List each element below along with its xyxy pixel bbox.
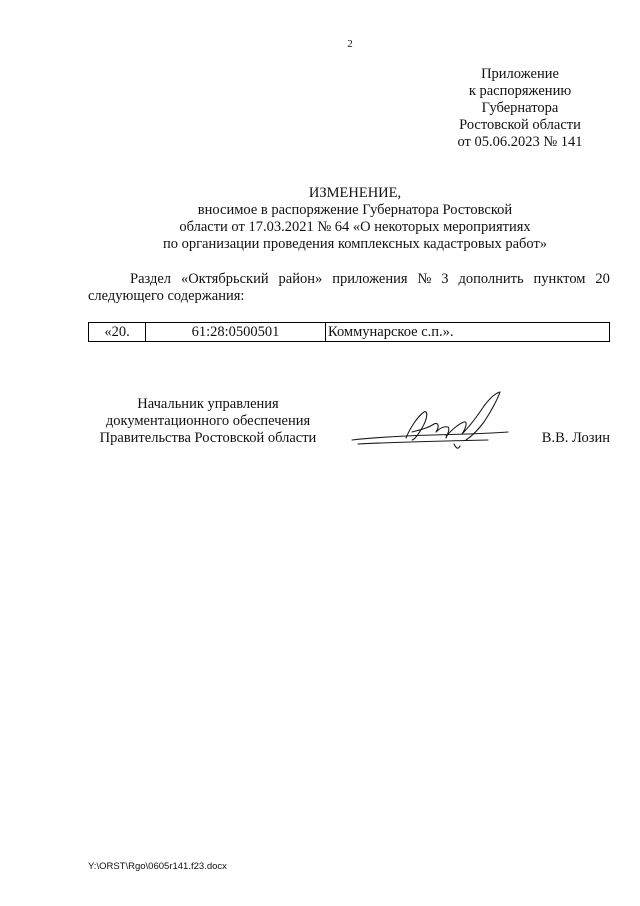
signer-title-line: Начальник управления xyxy=(137,396,279,412)
table-cell-cadastral-quarter: 61:28:0500501 xyxy=(146,323,326,342)
document-title xyxy=(90,185,620,253)
paragraph-word: приложения xyxy=(332,271,408,287)
paragraph-word: 20 xyxy=(595,271,610,287)
appendix-line: Приложение xyxy=(481,66,559,82)
title-line: вносимое в распоряжение Губернатора Ростовской xyxy=(197,202,513,218)
table-cell-settlement: Коммунарское с.п.». xyxy=(326,323,610,342)
appendix-line: Губернатора xyxy=(481,100,559,116)
signer-title-block xyxy=(88,396,328,447)
title-heading: ИЗМЕНЕНИЕ, xyxy=(308,185,402,201)
paragraph-word: «Октябрьский xyxy=(180,271,269,287)
title-line: по организации проведения комплексных кадастровых работ» xyxy=(162,236,548,252)
paragraph-word: № xyxy=(417,271,432,287)
table-row xyxy=(89,323,610,342)
paragraph-word: дополнить xyxy=(458,271,524,287)
appendix-block xyxy=(440,66,600,151)
appendix-line: от 05.06.2023 № 141 xyxy=(457,134,583,150)
table-cell-item-number: «20. xyxy=(89,323,146,342)
signer-title-line: документационного обеспечения xyxy=(105,413,311,429)
paragraph-word: район» xyxy=(278,271,323,287)
page-number: 2 xyxy=(347,38,353,50)
paragraph-line-justified xyxy=(88,271,610,288)
appendix-line: Ростовской области xyxy=(459,117,581,133)
paragraph-word: Раздел xyxy=(130,271,172,287)
handwritten-signature xyxy=(348,388,518,463)
file-path: Y:\ORST\Rgo\0605r141.f23.docx xyxy=(88,861,227,872)
signer-title-line: Правительства Ростовской области xyxy=(99,430,317,446)
paragraph-word: 3 xyxy=(441,271,449,287)
signer-name: В.В. Лозин xyxy=(541,430,610,446)
paragraph-word: пунктом xyxy=(533,271,586,287)
amendment-table xyxy=(88,322,610,342)
appendix-line: к распоряжению xyxy=(468,83,572,99)
title-line: области от 17.03.2021 № 64 «О некоторых мероприятиях xyxy=(179,219,531,235)
body-paragraph xyxy=(88,271,610,305)
paragraph-line: следующего содержания: xyxy=(88,288,245,304)
